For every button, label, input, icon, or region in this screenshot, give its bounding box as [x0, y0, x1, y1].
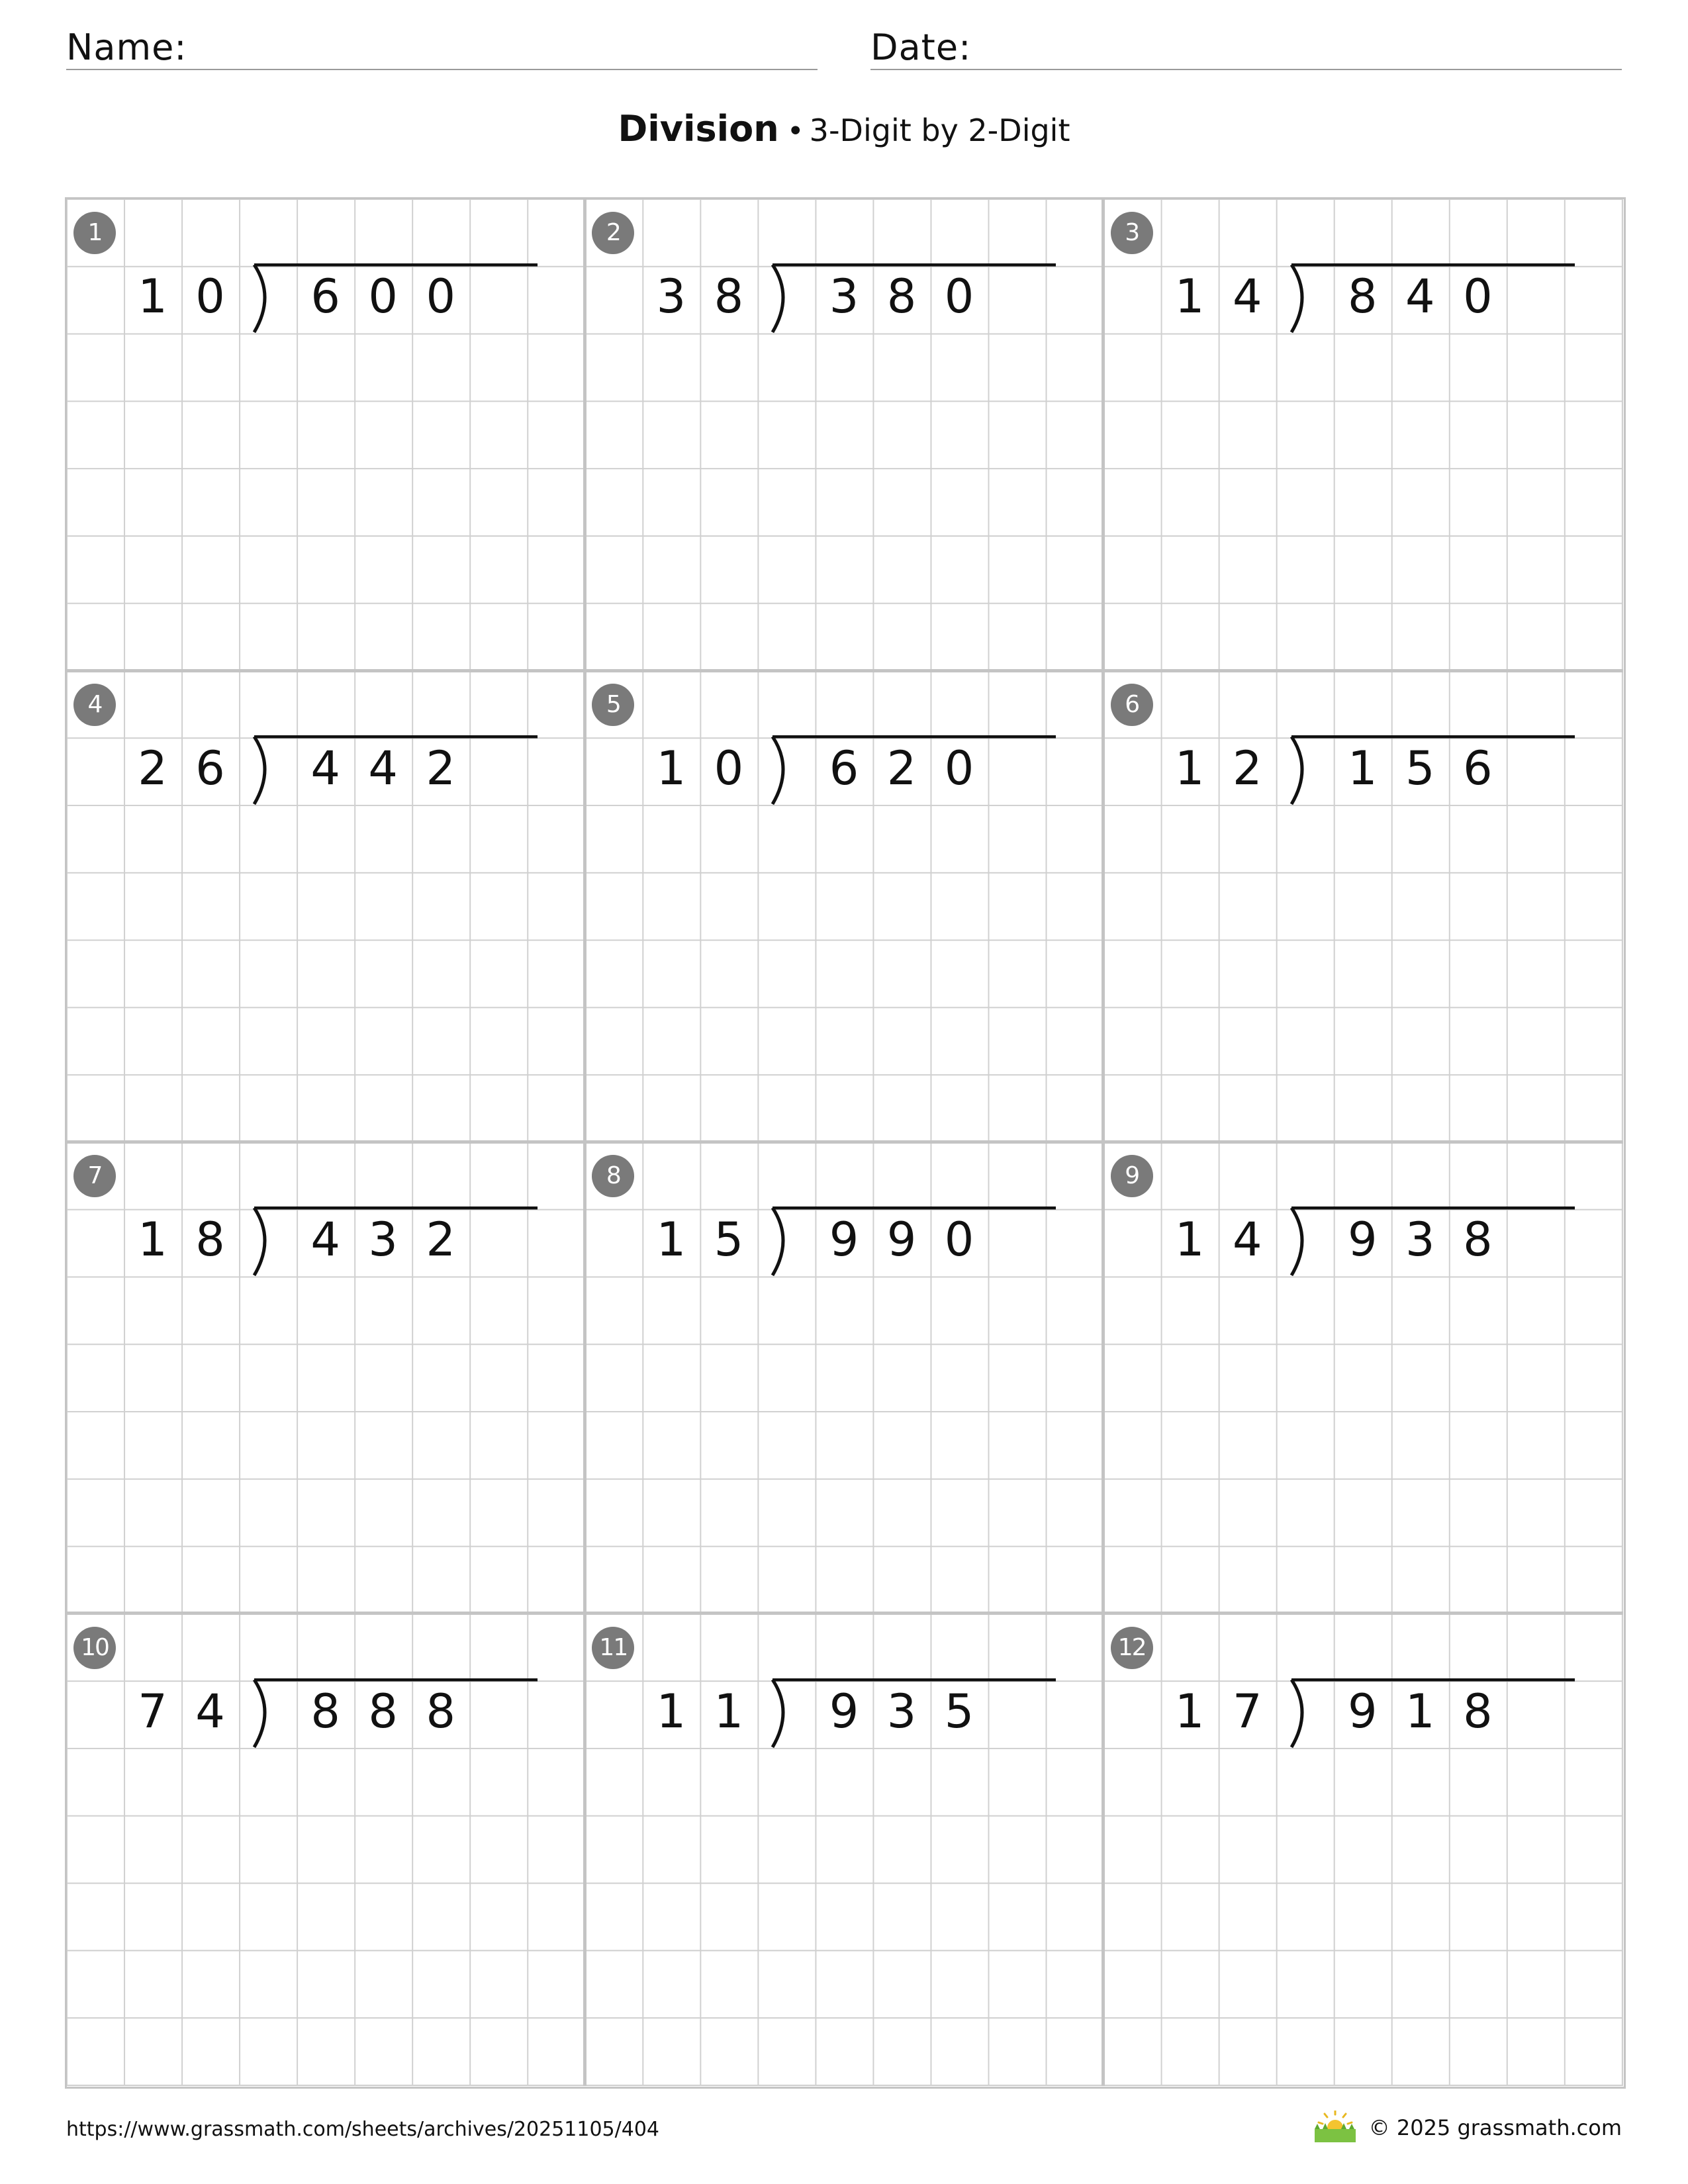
name-label: Name: — [66, 26, 187, 68]
division-bracket-line — [254, 1680, 538, 1747]
dividend-digit: 5 — [944, 1684, 974, 1739]
dividend-digit: 8 — [310, 1684, 340, 1739]
problem-number-badge: 3 — [1111, 212, 1153, 254]
division-bracket — [1286, 1206, 1577, 1279]
divisor-digit: 0 — [714, 741, 744, 796]
dividend-digit: 9 — [829, 1212, 859, 1267]
division-bracket — [1286, 263, 1577, 336]
dividend-digit: 8 — [1348, 269, 1378, 324]
divisor-digit: 1 — [138, 269, 167, 324]
dividend-digit: 8 — [1463, 1212, 1493, 1267]
dividend-digit: 2 — [426, 1212, 455, 1267]
dividend-digit: 0 — [944, 269, 974, 324]
division-bracket — [249, 1678, 540, 1751]
problem-number-badge: 6 — [1111, 684, 1153, 726]
dividend-digit: 4 — [310, 741, 340, 796]
name-field[interactable] — [66, 25, 818, 70]
division-bracket-line — [1291, 1208, 1575, 1275]
division-bracket — [1286, 1678, 1577, 1751]
dividend-digit: 6 — [1463, 741, 1493, 796]
divisor-digit: 1 — [1174, 1684, 1205, 1739]
problem-number-badge: 5 — [592, 684, 634, 726]
divisor-digit: 8 — [714, 269, 744, 324]
division-bracket — [249, 735, 540, 808]
dividend-digit: 9 — [886, 1212, 917, 1267]
problem-8 — [585, 1142, 1103, 1613]
division-bracket-line — [254, 737, 538, 804]
dividend-digit: 0 — [1463, 269, 1493, 324]
division-bracket-line — [773, 737, 1056, 804]
date-field[interactable] — [870, 25, 1622, 70]
footer-brand — [1311, 2111, 1622, 2144]
problem-number-badge: 11 — [592, 1627, 634, 1669]
problem-4 — [66, 670, 585, 1142]
problem-6 — [1103, 670, 1622, 1142]
title-separator: • — [786, 114, 804, 148]
division-bracket-line — [1291, 1680, 1575, 1747]
problem-number-badge: 8 — [592, 1155, 634, 1197]
divisor-digit: 1 — [138, 1212, 167, 1267]
footer-url[interactable]: https://www.grassmath.com/sheets/archives/20251105/404 — [66, 2118, 660, 2141]
division-bracket — [767, 1206, 1058, 1279]
divisor-digit: 1 — [1174, 741, 1205, 796]
work-grid — [66, 199, 1623, 2086]
division-bracket — [249, 263, 540, 336]
dividend-digit: 3 — [1405, 1212, 1435, 1267]
dividend-digit: 2 — [886, 741, 917, 796]
divisor-digit: 1 — [1174, 269, 1205, 324]
title-main: Division — [618, 108, 779, 150]
divisor-digit: 1 — [656, 1212, 686, 1267]
dividend-digit: 6 — [310, 269, 340, 324]
dividend-digit: 6 — [829, 741, 859, 796]
dividend-digit: 9 — [1348, 1684, 1378, 1739]
dividend-digit: 4 — [368, 741, 398, 796]
dividend-digit: 9 — [829, 1684, 859, 1739]
division-bracket-line — [1291, 265, 1575, 332]
problem-1 — [66, 199, 585, 670]
dividend-digit: 8 — [426, 1684, 455, 1739]
division-bracket-line — [773, 1208, 1056, 1275]
divisor-digit: 4 — [195, 1684, 225, 1739]
dividend-digit: 8 — [1463, 1684, 1493, 1739]
dividend-digit: 0 — [944, 741, 974, 796]
problem-7 — [66, 1142, 585, 1613]
problem-number-badge: 1 — [73, 212, 116, 254]
divisor-digit: 1 — [1174, 1212, 1205, 1267]
divisor-digit: 3 — [656, 269, 686, 324]
dividend-digit: 9 — [1348, 1212, 1378, 1267]
division-bracket-line — [1291, 737, 1575, 804]
title-subtitle: 3-Digit by 2-Digit — [809, 113, 1070, 148]
division-bracket — [1286, 735, 1577, 808]
problem-number-badge: 7 — [73, 1155, 116, 1197]
dividend-digit: 5 — [1405, 741, 1435, 796]
dividend-digit: 3 — [829, 269, 859, 324]
dividend-digit: 0 — [426, 269, 455, 324]
problem-number-badge: 4 — [73, 684, 116, 726]
division-bracket — [767, 735, 1058, 808]
dividend-digit: 4 — [1405, 269, 1435, 324]
dividend-digit: 1 — [1348, 741, 1378, 796]
divisor-digit: 2 — [138, 741, 167, 796]
division-bracket-line — [254, 1208, 538, 1275]
divisor-digit: 4 — [1232, 269, 1262, 324]
dividend-digit: 2 — [426, 741, 455, 796]
divisor-digit: 5 — [714, 1212, 744, 1267]
divisor-digit: 6 — [195, 741, 225, 796]
divisor-digit: 4 — [1232, 1212, 1262, 1267]
division-bracket — [249, 1206, 540, 1279]
divisor-digit: 1 — [656, 741, 686, 796]
dividend-digit: 8 — [886, 269, 917, 324]
dividend-digit: 3 — [886, 1684, 917, 1739]
problem-number-badge: 9 — [1111, 1155, 1153, 1197]
grass-sun-logo-icon — [1311, 2111, 1360, 2145]
division-bracket — [767, 263, 1058, 336]
problem-11 — [585, 1614, 1103, 2085]
problem-10 — [66, 1614, 585, 2085]
divisor-digit: 7 — [1232, 1684, 1262, 1739]
divisor-digit: 8 — [195, 1212, 225, 1267]
division-bracket-line — [773, 1680, 1056, 1747]
divisor-digit: 1 — [656, 1684, 686, 1739]
division-bracket — [767, 1678, 1058, 1751]
division-bracket-line — [254, 265, 538, 332]
problem-number-badge: 12 — [1111, 1627, 1153, 1669]
problem-12 — [1103, 1614, 1622, 2085]
problem-9 — [1103, 1142, 1622, 1613]
divisor-digit: 7 — [138, 1684, 167, 1739]
divisor-digit: 0 — [195, 269, 225, 324]
problem-5 — [585, 670, 1103, 1142]
divisor-digit: 1 — [714, 1684, 744, 1739]
worksheet-title — [0, 106, 1688, 155]
footer-copyright: © 2025 grassmath.com — [1368, 2115, 1622, 2140]
problem-2 — [585, 199, 1103, 670]
division-bracket-line — [773, 265, 1056, 332]
problem-number-badge: 2 — [592, 212, 634, 254]
dividend-digit: 3 — [368, 1212, 398, 1267]
problem-3 — [1103, 199, 1622, 670]
dividend-digit: 0 — [944, 1212, 974, 1267]
date-label: Date: — [870, 26, 972, 68]
dividend-digit: 0 — [368, 269, 398, 324]
dividend-digit: 1 — [1405, 1684, 1435, 1739]
dividend-digit: 8 — [368, 1684, 398, 1739]
problem-number-badge: 10 — [73, 1627, 116, 1669]
dividend-digit: 4 — [310, 1212, 340, 1267]
divisor-digit: 2 — [1232, 741, 1262, 796]
